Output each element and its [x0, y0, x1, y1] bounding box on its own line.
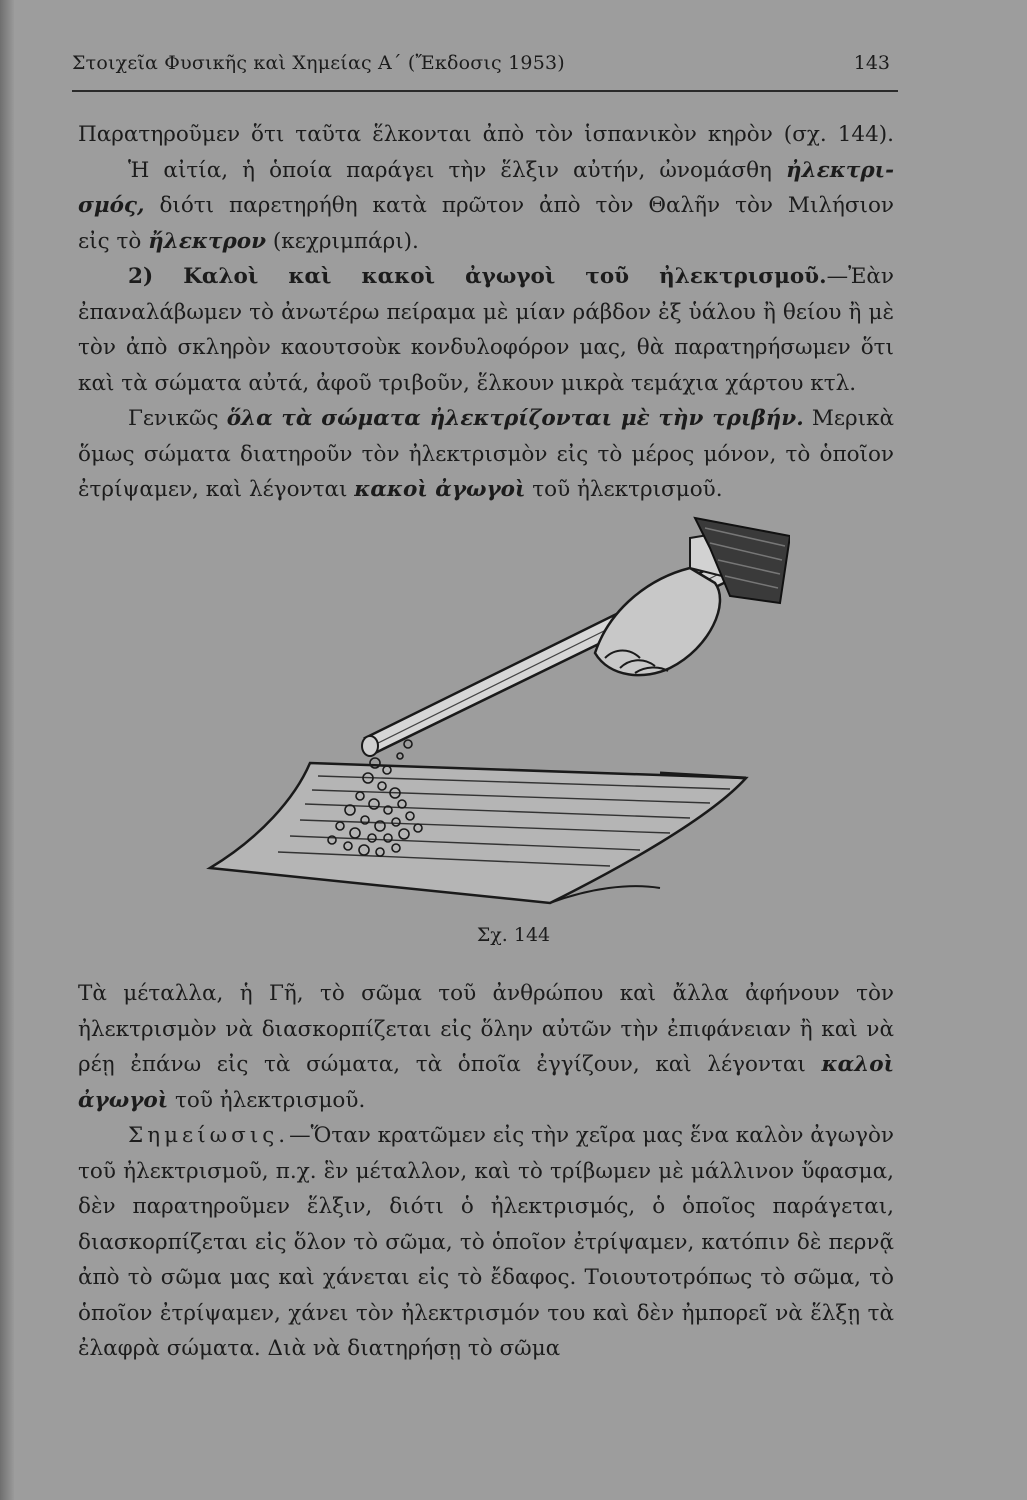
paragraph-electrification-cont	[78, 188, 894, 224]
hand-illustration	[595, 518, 790, 675]
term-amber: ἤλεκτρον	[148, 228, 267, 254]
paragraph-conductors	[78, 259, 894, 401]
paragraph-text: τοῦ ἠλεκτρισμοῦ.	[168, 1087, 366, 1113]
paragraph-text: Τὰ μέταλλα, ἡ Γῆ, τὸ σῶμα τοῦ ἀνθρώπου καὶ ἄλλα ἀφήνουν τὸν ἠλεκτρισμὸν νὰ διασκορπίζεται εἰς ὅλην αὐτῶν τὴν ἐπιφάνειαν ἢ καὶ νὰ ρέῃ ἐπάνω εἰς τὰ σώματα, τὰ ὁποῖα ἐγγίζουν, καὶ λέγονται	[78, 981, 894, 1077]
paragraph-text: Ἡ αἰτία, ἡ ὁποία παράγει τὴν ἕλξιν αὐτήν, ὠνομάσθη	[128, 157, 787, 183]
paragraph-electrification	[78, 153, 894, 189]
paragraph-text: Μερικὰ ὅμως σώματα διατηροῦν τὸν ἠλεκτρισμὸν εἰς τὸ μέρος μόνον, τὸ ὁποῖον ἐτρίψαμεν, καὶ λέγονται	[78, 406, 895, 502]
paragraph-text: (κεχριμπάρι).	[266, 228, 419, 254]
paragraph-text: διότι παρετηρήθη κατὰ πρῶτον ἀπὸ τὸν Θαλῆν τὸν Μιλήσιον	[144, 193, 894, 218]
paragraph-text: Γενικῶς	[128, 406, 227, 431]
page-number: 143	[853, 52, 890, 74]
term-electrification: ἠλεκτρι-	[786, 157, 894, 183]
paragraph-good-conductors	[78, 976, 894, 1118]
term-good-conductors: καλοὶ ἀγωγοὶ	[78, 1052, 894, 1113]
paper-sheet-illustration	[210, 763, 746, 903]
paragraph-text: εἰς τὸ	[78, 228, 149, 254]
emphasis-friction-rule: ὅλα τὰ σώματα ἠλεκτρίζονται μὲ τὴν τριβήν.	[226, 406, 804, 431]
paragraph-text: —Ἐὰν ἐπαναλάβωμεν τὸ ἀνωτέρω πείραμα μὲ μίαν ράβδον ἐξ ὑάλου ἢ θείου ἢ μὲ τὸν ἀπὸ σκληρὸν καουτσοὺκ κονδυλοφόρον μας, θὰ παρατηρήσωμεν ὅτι καὶ τὰ σώματα αὐτά, ἀφοῦ τριβοῦν, ἕλκουν μικρὰ τεμάχια χάρτου κτλ.	[78, 264, 894, 396]
paragraph-text: Παρατηροῦμεν ὅτι ταῦτα ἕλκονται ἀπὸ τὸν ἱσπανικὸν κηρὸν (σχ. 144).	[78, 122, 894, 147]
figure-caption: Σχ. 144	[476, 924, 551, 946]
term-bad-conductors: κακοὶ ἀγωγοὶ	[354, 477, 526, 502]
note-label: Σημείωσις.	[128, 1123, 290, 1148]
text-block-bottom	[78, 976, 894, 1367]
section-heading: 2) Καλοὶ καὶ κακοὶ ἀγωγοὶ τοῦ ἠλεκτρισμοῦ.	[128, 264, 827, 289]
paragraph-text: τοῦ ἠλεκτρισμοῦ.	[525, 477, 723, 502]
paragraph-friction	[78, 401, 894, 508]
paragraph-note	[78, 1118, 894, 1367]
figure-rod-attracting-paper	[190, 508, 790, 918]
text-block-top	[78, 117, 894, 508]
term-electrification-end: σμός,	[78, 193, 145, 218]
page-binding-edge	[0, 0, 14, 1500]
paragraph-attraction	[78, 117, 894, 153]
running-title: Στοιχεῖα Φυσικῆς καὶ Χημείας Α΄ (Ἔκδοσις 1953)	[72, 52, 565, 74]
paragraph-text: —Ὅταν κρατῶμεν εἰς τὴν χεῖρα μας ἕνα καλὸν ἀγωγὸν τοῦ ἠλεκτρισμοῦ, π.χ. ἓν μέταλλον, καὶ τὸ τρίβωμεν μὲ μάλλινον ὕφασμα, δὲν παρατηροῦμεν ἕλξιν, διότι ὁ ἠλεκτρισμός, ὁ ὁποῖος παράγεται, διασκορπίζεται εἰς ὅλον τὸ σῶμα, τὸ ὁποῖον ἐτρίψαμεν, κατόπιν δὲ περνᾷ ἀπὸ τὸ σῶμα μας καὶ χάνεται εἰς τὸ ἔδαφος. Τοιουτοτρόπως τὸ σῶμα, τὸ ὁποῖον ἐτρίψαμεν, χάνει τὸν ἠλεκτρισμόν του καὶ δὲν ἠμπορεῖ νὰ ἕλξῃ τὰ ἐλαφρὰ σώματα. Διὰ νὰ διατηρήσῃ τὸ σῶμα	[78, 1123, 894, 1361]
page-header	[72, 48, 898, 92]
paragraph-amber	[78, 224, 894, 260]
